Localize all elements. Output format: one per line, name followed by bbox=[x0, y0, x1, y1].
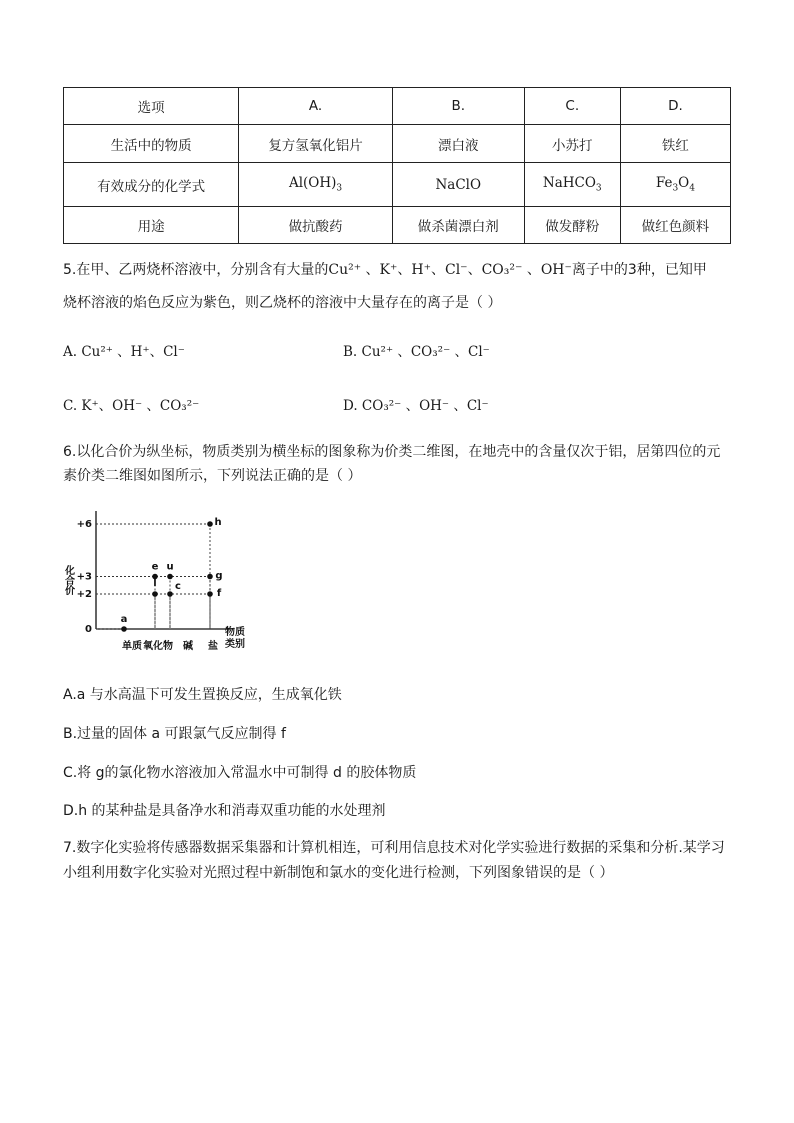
x-tick-label: 氧化物 bbox=[143, 641, 173, 652]
formula-text: Fe bbox=[655, 175, 673, 192]
table-cell: B. bbox=[392, 88, 524, 125]
table-cell: 复方氢氧化铝片 bbox=[239, 125, 393, 163]
table-row bbox=[64, 207, 731, 244]
formula-text: Al(OH) bbox=[288, 175, 337, 192]
q6-option-a[interactable]: A.a 与水高温下可发生置换反应，生成氧化铁 bbox=[63, 687, 342, 703]
table-cell: D. bbox=[620, 88, 730, 125]
q6-stem-line2: 素价类二维图如图所示，下列说法正确的是（ ） bbox=[63, 468, 362, 484]
data-label-u: u bbox=[166, 561, 174, 573]
q7-stem-line2: 小组利用数字化实验对光照过程中新制饱和氯水的变化进行检测，下列图象错误的是（ ） bbox=[63, 865, 614, 881]
table-cell: 生活中的物质 bbox=[64, 125, 239, 163]
y-tick-label: +6 bbox=[76, 519, 92, 530]
formula-text: O bbox=[678, 175, 690, 192]
y-tick-label: +2 bbox=[76, 589, 92, 600]
y-tick-label: +3 bbox=[76, 571, 92, 583]
data-point-f bbox=[207, 591, 213, 597]
q5-option-a[interactable]: A. Cu²⁺ 、H⁺、Cl⁻ bbox=[63, 344, 185, 360]
table-cell: C. bbox=[524, 88, 620, 125]
table-cell: 漂白液 bbox=[392, 125, 524, 163]
data-point-h bbox=[207, 521, 213, 527]
table-cell: 用途 bbox=[64, 207, 239, 244]
table-row bbox=[64, 125, 731, 163]
q6-option-b[interactable]: B.过量的固体 a 可跟氯气反应制得 f bbox=[63, 726, 286, 742]
formula-cell: NaClO bbox=[392, 163, 524, 207]
formula-cell bbox=[239, 163, 393, 207]
table-cell: 有效成分的化学式 bbox=[64, 163, 239, 207]
q5-stem-line1 bbox=[63, 259, 707, 279]
data-label-e: e bbox=[151, 561, 159, 573]
data-point-g bbox=[207, 574, 213, 580]
data-label-c: c bbox=[175, 581, 181, 592]
valence-class-chart bbox=[60, 505, 260, 655]
data-point-u bbox=[167, 574, 173, 580]
y-tick-label: 0 bbox=[85, 624, 92, 635]
data-point-c bbox=[167, 591, 173, 597]
table-cell: 做红色颜料 bbox=[620, 207, 730, 244]
formula-cell bbox=[620, 163, 730, 207]
x-tick-label: 碱 bbox=[183, 641, 193, 652]
data-label-l: l bbox=[153, 578, 157, 589]
table-cell: 小苏打 bbox=[524, 125, 620, 163]
data-point-l bbox=[152, 591, 158, 597]
formula-subscript: 3 bbox=[336, 183, 343, 194]
data-label-h: h bbox=[214, 517, 222, 528]
q5-ions: Cu²⁺ 、K⁺、H⁺、Cl⁻、CO₃²⁻ 、OH⁻ bbox=[328, 262, 572, 278]
q5-stem-line2: 烧杯溶液的焰色反应为紫色，则乙烧杯的溶液中大量存在的离子是（ ） bbox=[63, 295, 502, 311]
q5-option-b[interactable]: B. Cu²⁺ 、CO₃²⁻ 、Cl⁻ bbox=[343, 344, 490, 360]
formula-subscript: 3 bbox=[672, 183, 679, 194]
table-cell: 做杀菌漂白剂 bbox=[392, 207, 524, 244]
y-axis-label: 化合价 bbox=[62, 565, 74, 595]
q5-text: 离子中的3种，已知甲 bbox=[571, 262, 707, 278]
x-axis-label: 类别 bbox=[225, 639, 245, 650]
x-tick-label: 单质 bbox=[122, 641, 142, 652]
table-row bbox=[64, 163, 731, 207]
options-table bbox=[63, 87, 731, 244]
q5-option-d[interactable]: D. CO₃²⁻ 、OH⁻ 、Cl⁻ bbox=[343, 398, 489, 414]
q6-option-d[interactable]: D.h 的某种盐是具备净水和消毒双重功能的水处理剂 bbox=[63, 803, 386, 819]
x-tick-label: 盐 bbox=[208, 641, 218, 652]
formula-subscript: 3 bbox=[595, 183, 602, 194]
q5-text: 5.在甲、乙两烧杯溶液中，分别含有大量的 bbox=[63, 262, 329, 278]
data-label-g: g bbox=[215, 570, 223, 582]
table-cell: 选项 bbox=[64, 88, 239, 125]
data-point-a bbox=[121, 626, 127, 632]
table-cell: A. bbox=[239, 88, 393, 125]
table-cell: 铁红 bbox=[620, 125, 730, 163]
q5-option-c[interactable]: C. K⁺、OH⁻ 、CO₃²⁻ bbox=[63, 398, 200, 414]
data-label-f: f bbox=[216, 588, 222, 599]
q7-stem-line1: 7.数字化实验将传感器数据采集器和计算机相连，可利用信息技术对化学实验进行数据的采集和分析.某学习 bbox=[63, 840, 725, 856]
q6-stem-line1: 6.以化合价为纵坐标，物质类别为横坐标的图象称为价类二维图，在地壳中的含量仅次于铝，居第四位的元 bbox=[63, 444, 721, 460]
formula-cell bbox=[524, 163, 620, 207]
table-row bbox=[64, 88, 731, 125]
data-label-a: a bbox=[120, 614, 128, 625]
table-cell: 做发酵粉 bbox=[524, 207, 620, 244]
q6-option-c[interactable]: C.将 g的氯化物水溶液加入常温水中可制得 d 的胶体物质 bbox=[63, 765, 417, 781]
formula-subscript: 4 bbox=[689, 183, 695, 194]
table-cell: 做抗酸药 bbox=[239, 207, 393, 244]
x-axis-label: 物质 bbox=[225, 627, 245, 638]
formula-text: NaHCO bbox=[542, 175, 596, 192]
